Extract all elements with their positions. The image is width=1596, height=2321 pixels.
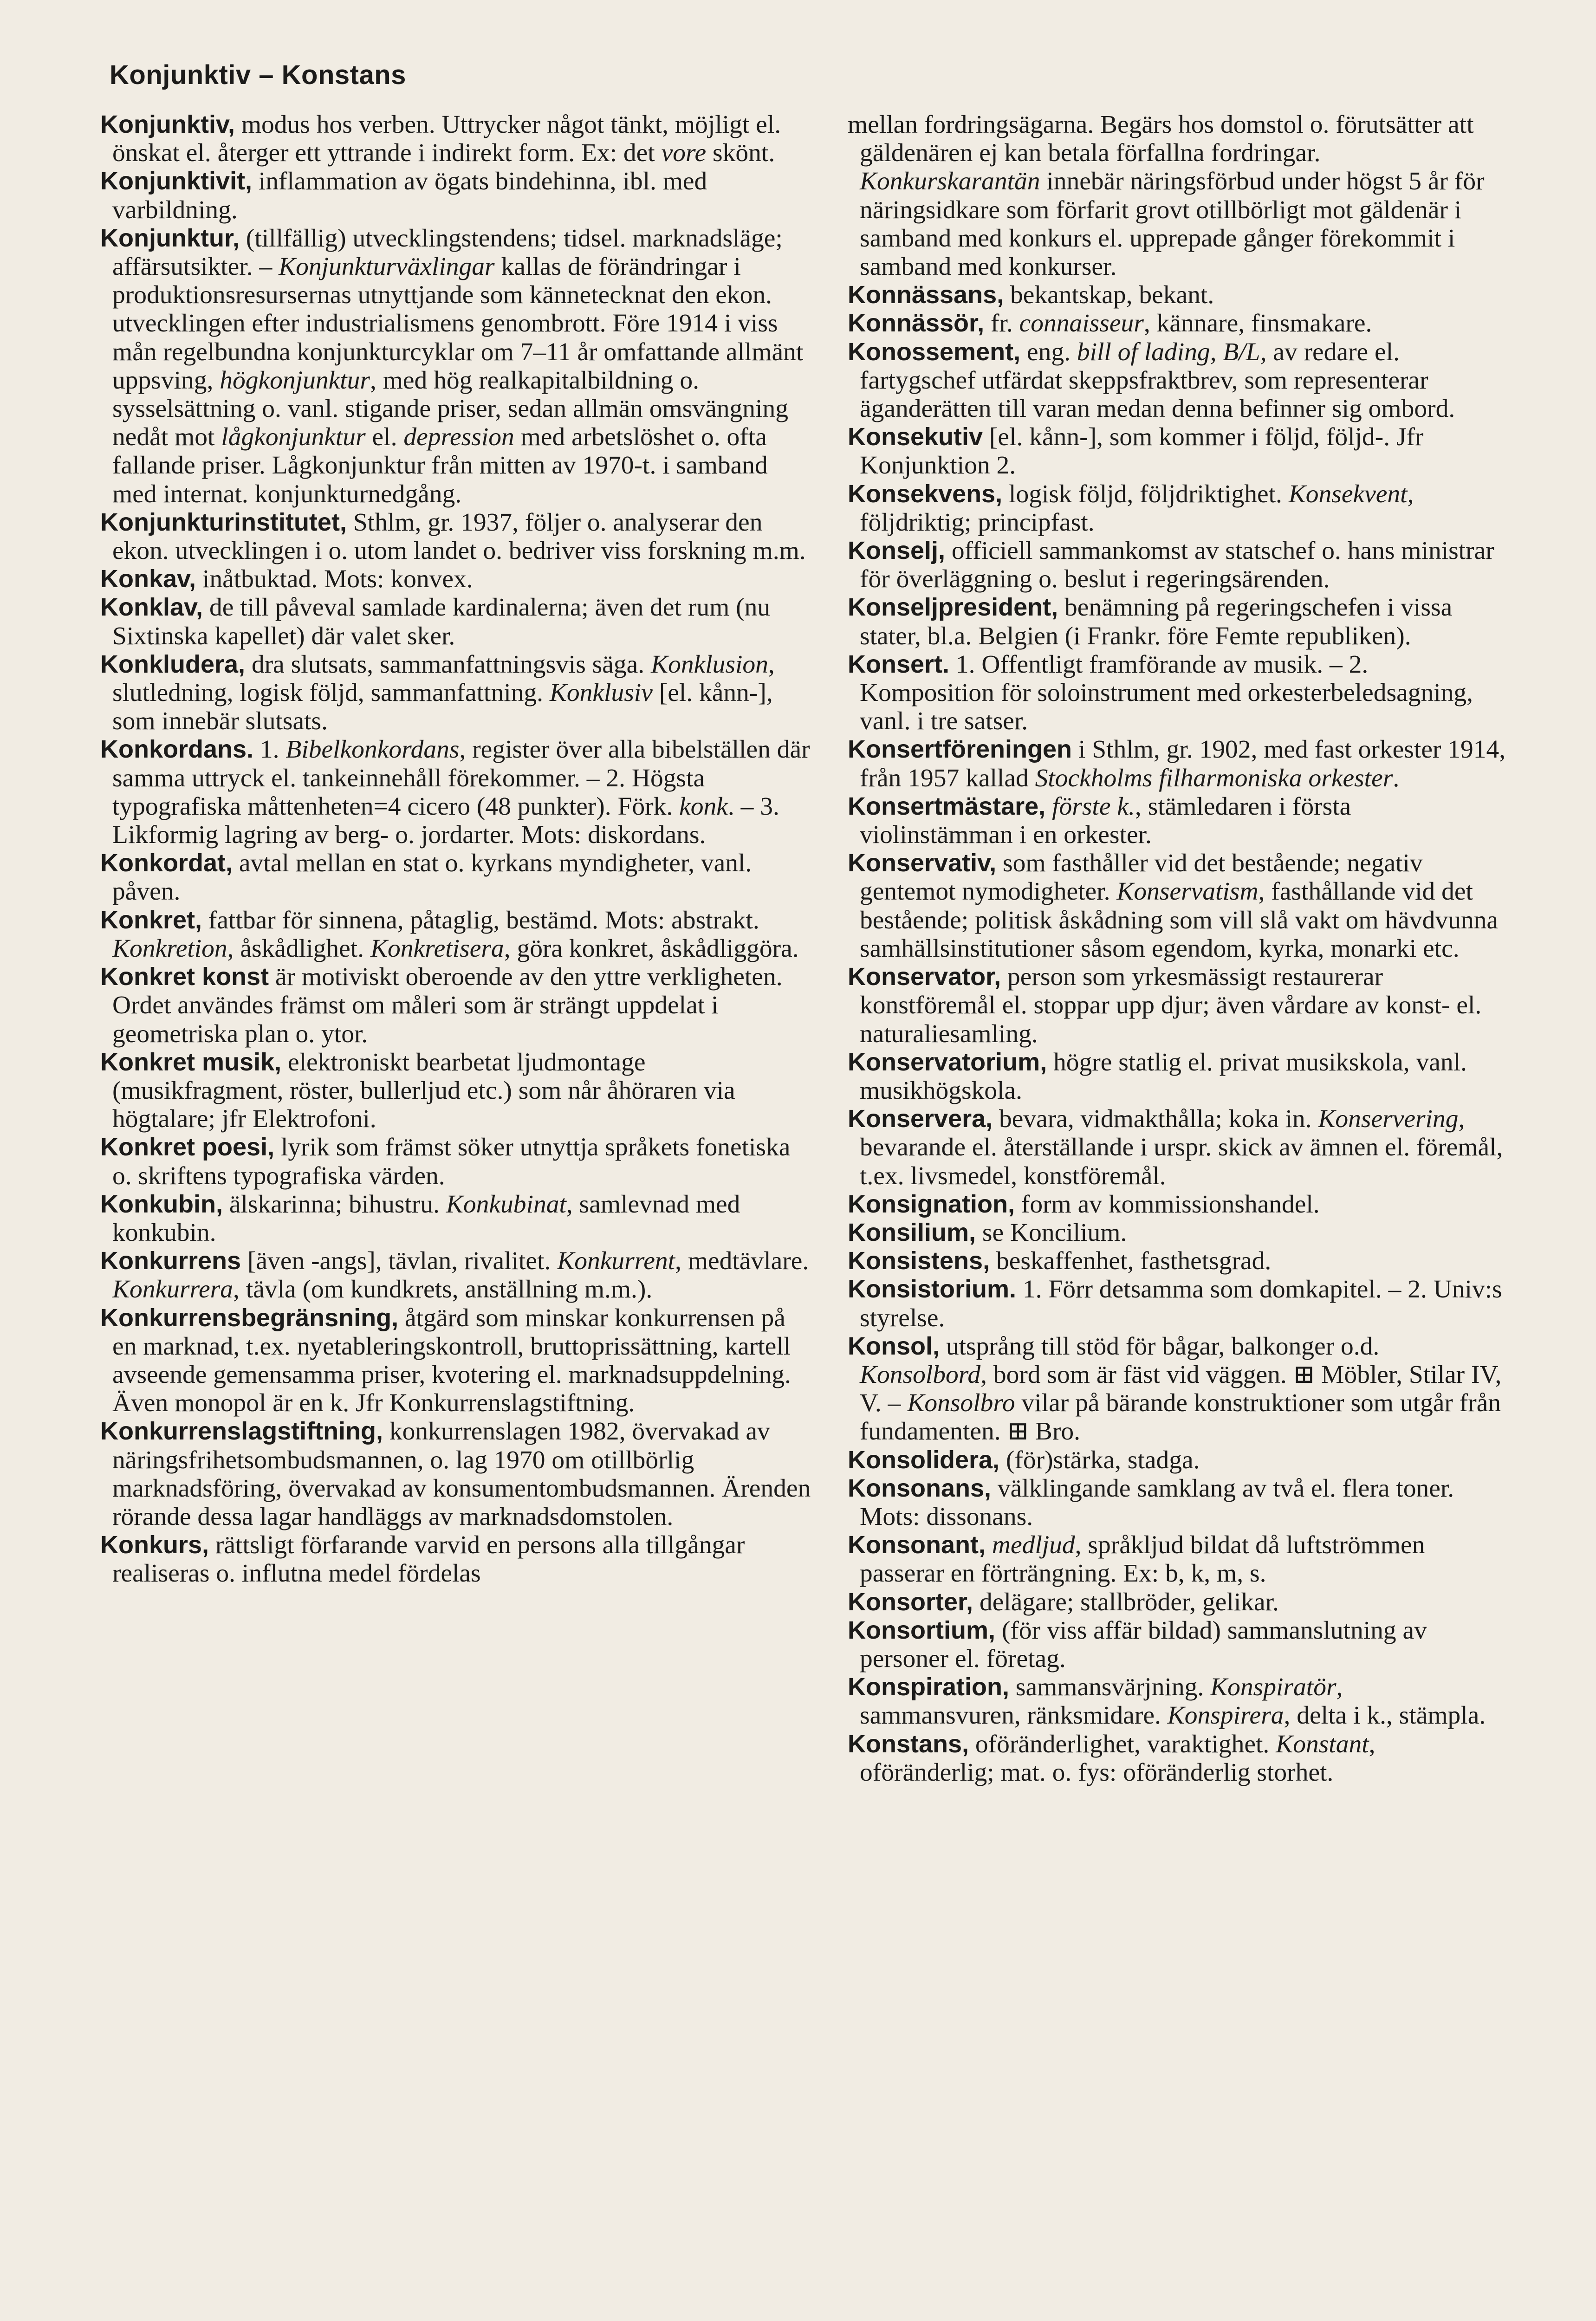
entry-text: , slutledning, logisk följd, sammanfattning.	[112, 650, 775, 707]
entry-text: form av kommissionshandel.	[1014, 1190, 1320, 1219]
entry-headword: Konsolidera,	[848, 1446, 1000, 1474]
entry-italic-term: Konkubinat	[446, 1190, 566, 1219]
entry-text: de till påveval samlade kardinalerna; även det rum (nu Sixtinska kapellet) där valet sker.	[112, 593, 771, 650]
entry-text: bevara, vidmakthålla; koka in.	[993, 1105, 1318, 1134]
entry-italic-term: Konsolbord	[860, 1360, 981, 1389]
dictionary-entry	[848, 338, 1507, 423]
entry-headword: Konkret konst	[100, 963, 269, 991]
entry-text: .	[1393, 764, 1400, 792]
entry-text: eng.	[1020, 337, 1077, 366]
entry-headword: Konkurrensbegränsning,	[100, 1303, 399, 1332]
entry-headword: Konselj,	[848, 537, 946, 565]
entry-text: (för viss affär bildad) sammanslutning av personer el. företag.	[860, 1616, 1427, 1673]
entry-text: 1. Förr detsamma som domkapitel. – 2. Univ:s styrelse.	[860, 1275, 1502, 1332]
entry-italic-term: konk	[679, 792, 728, 821]
dictionary-entry	[100, 1247, 815, 1303]
entry-headword: Konsilium,	[848, 1218, 976, 1246]
dictionary-entry	[848, 1730, 1507, 1787]
entry-text: , språkljud bildat då luftströmmen passerar en förträngning. Ex: b, k, m, s.	[860, 1531, 1425, 1588]
entry-text: inåtbuktad. Mots: konvex.	[196, 565, 473, 594]
entry-headword: Konjunkturinstitutet,	[100, 508, 347, 536]
entry-text: , göra konkret, åskådliggöra.	[504, 934, 799, 963]
entry-italic-term: vore	[661, 139, 707, 168]
entry-headword: Konsorter,	[848, 1588, 973, 1616]
entry-headword: Konossement,	[848, 337, 1021, 366]
entry-text: , sammansvuren, ränksmidare.	[860, 1673, 1343, 1730]
entry-headword: Konkurs,	[100, 1531, 209, 1559]
entry-italic-term: bill of lading, B/L	[1077, 337, 1260, 366]
entry-text: åtgärd som minskar konkurrensen på en marknad, t.ex. nyetableringskontroll, bruttoprissättning, kartell avseende gemensamma priser, kvotering el. marknadsuppdelning. Även monopol är en k. Jfr Konkurrenslagstiftning.	[112, 1303, 791, 1418]
entry-text: el.	[365, 423, 404, 452]
entry-italic-term: Stockholms filharmoniska orkester	[1035, 764, 1393, 792]
dictionary-entry	[848, 792, 1507, 849]
entry-text: dra slutsats, sammanfattningsvis säga.	[245, 650, 651, 679]
dictionary-entry	[100, 224, 815, 508]
dictionary-entry	[100, 650, 815, 736]
entry-italic-term: Konspirera	[1167, 1701, 1284, 1730]
entry-text: sammansvärjning.	[1009, 1673, 1211, 1702]
dictionary-entry	[848, 110, 1507, 281]
entry-headword: Konkordans.	[100, 735, 254, 764]
entry-text: , oföränderlig; mat. o. fys: oföränderlig storhet.	[860, 1730, 1375, 1787]
dictionary-entry	[100, 1048, 815, 1134]
entry-text: , samlevnad med konkubin.	[112, 1190, 740, 1247]
entry-text: välklingande samklang av två el. flera toner. Mots: dissonans.	[860, 1474, 1454, 1531]
entry-italic-term: lågkonjunktur	[221, 423, 366, 452]
entry-text: elektroniskt bearbetat ljudmontage (musikfragment, röster, bullerljud etc.) som når åhöraren via högtalare; jfr Elektrofoni.	[112, 1048, 735, 1134]
dictionary-entry	[848, 1105, 1507, 1190]
entry-headword: Konkubin,	[100, 1190, 223, 1218]
entry-headword: Konsekvens,	[848, 480, 1003, 508]
entry-headword: Konsortium,	[848, 1616, 995, 1644]
entry-text: som fasthåller vid det bestående; negativ gentemot nymodigheter.	[860, 849, 1423, 906]
entry-text: benämning på regeringschefen i vissa stater, bl.a. Belgien (i Frankr. före Femte republiken).	[860, 593, 1453, 650]
entry-text: konkurrenslagen 1982, övervakad av näringsfrihetsombudsmannen, o. lag 1970 om otillbörlig marknadsföring, övervakad av konsumentombudsmannen. Ärenden rörande dessa lagar handläggs av marknadsdomstolen.	[112, 1417, 811, 1531]
entry-italic-term: Konsekvent	[1288, 480, 1408, 508]
entry-headword: Konsert.	[848, 650, 950, 678]
entry-headword: Konkret,	[100, 906, 202, 934]
page-header: Konjunktiv – Konstans	[110, 60, 406, 90]
entry-text: person som yrkesmässigt restaurerar konstföremål el. stoppar upp djur; även vårdare av konst- el. naturaliesamling.	[860, 963, 1482, 1048]
entry-headword: Konsertföreningen	[848, 735, 1072, 764]
dictionary-entry	[848, 735, 1507, 792]
entry-text: mellan fordringsägarna. Begärs hos domstol o. förutsätter att gäldenären ej kan betala förfallna fordringar.	[848, 110, 1474, 168]
entry-text	[986, 1531, 992, 1559]
entry-text: , fasthållande vid det bestående; politisk åskådning som vill slå vakt om hävdvunna samhällsinstitutioner såsom egendom, kyrka, monarki etc.	[860, 877, 1498, 963]
dictionary-entry	[848, 1673, 1507, 1730]
dictionary-entry	[848, 1616, 1507, 1673]
entry-italic-term: Konkretion	[112, 934, 227, 963]
entry-headword: Konsonant,	[848, 1531, 986, 1559]
dictionary-entry	[100, 906, 815, 963]
entry-italic-term: Konservatism	[1116, 877, 1259, 906]
entry-text: Sthlm, gr. 1937, följer o. analyserar den ekon. utvecklingen i o. utom landet o. bedriver viss forskning m.m.	[112, 508, 806, 565]
dictionary-entry	[848, 1190, 1507, 1219]
entry-text: avtal mellan en stat o. kyrkans myndigheter, vanl. påven.	[112, 849, 752, 906]
entry-italic-term: Konklusion	[651, 650, 768, 679]
dictionary-entry	[848, 1275, 1507, 1332]
entry-italic-term: Konspiratör	[1210, 1673, 1336, 1702]
left-column	[100, 110, 815, 1588]
entry-text: logisk följd, följdriktighet.	[1002, 480, 1289, 508]
entry-text: beskaffenhet, fasthetsgrad.	[990, 1247, 1272, 1276]
entry-headword: Konkret poesi,	[100, 1133, 275, 1161]
entry-text: , bord som är fäst vid väggen. ⊞ Möbler, Stilar IV, V. –	[860, 1360, 1502, 1418]
dictionary-entry	[848, 1474, 1507, 1531]
dictionary-entry	[100, 963, 815, 1048]
dictionary-entry	[100, 1133, 815, 1190]
dictionary-entry	[848, 423, 1507, 480]
entry-text: 1. Offentligt framförande av musik. – 2. Komposition för soloinstrument med orkesterbeledsagning, vanl. i tre satser.	[860, 650, 1473, 736]
entry-text: högre statlig el. privat musikskola, vanl. musikhögskola.	[860, 1048, 1467, 1105]
dictionary-entry	[848, 650, 1507, 736]
dictionary-entry	[100, 593, 815, 650]
entry-italic-term: Konservering	[1318, 1105, 1459, 1134]
entry-italic-term: Konkretisera	[370, 934, 504, 963]
entry-italic-term: Konklusiv	[549, 679, 653, 707]
entry-italic-term: Konkurskarantän	[860, 167, 1040, 196]
dictionary-entry	[848, 480, 1507, 537]
entry-text: , stämledaren i första violinstämman i en orkester.	[860, 792, 1351, 849]
dictionary-entry	[848, 1247, 1507, 1275]
dictionary-entry	[848, 1446, 1507, 1474]
entry-text: , följdriktig; principfast.	[860, 480, 1414, 537]
dictionary-entry	[848, 1048, 1507, 1105]
entry-headword: Konseljpresident,	[848, 593, 1058, 622]
entry-text	[1045, 792, 1052, 821]
entry-italic-term: Konjunkturväxlingar	[279, 253, 495, 281]
entry-italic-term: Konkurrent	[557, 1247, 675, 1276]
entry-text: i Sthlm, gr. 1902, med fast orkester 1914, från 1957 kallad	[860, 735, 1506, 792]
entry-headword: Konjunktiv,	[100, 110, 235, 138]
entry-text: [el. kånn-], som kommer i följd, följd-. Jfr Konjunktion 2.	[860, 423, 1424, 480]
entry-text: fr.	[984, 309, 1019, 338]
entry-text: inflammation av ögats bindehinna, ibl. med varbildning.	[112, 167, 707, 224]
entry-headword: Konkurrenslagstiftning,	[100, 1417, 383, 1446]
entry-text: rättsligt förfarande varvid en persons alla tillgångar realiseras o. influtna medel fördelas	[112, 1531, 745, 1588]
entry-headword: Konjunktivit,	[100, 167, 252, 195]
dictionary-entry	[100, 1417, 815, 1531]
entry-text: är motiviskt oberoende av den yttre verkligheten. Ordet användes främst om måleri som är strängt uppdelat i geometriska plan o. ytor.	[112, 963, 783, 1048]
entry-italic-term: Konkurrera	[112, 1275, 234, 1304]
entry-text: utsprång till stöd för bågar, balkonger o.d.	[940, 1332, 1380, 1361]
entry-text: , kännare, finsmakare.	[1143, 309, 1372, 338]
dictionary-entry	[848, 1531, 1507, 1588]
dictionary-entry	[100, 565, 815, 593]
entry-text: 1.	[253, 735, 286, 764]
dictionary-entry	[848, 281, 1507, 309]
entry-headword: Konnässans,	[848, 281, 1004, 309]
entry-headword: Konklav,	[100, 593, 203, 622]
dictionary-entry	[848, 537, 1507, 593]
right-column	[848, 110, 1507, 1787]
entry-text: , av redare el. fartygschef utfärdat skeppsfraktbrev, som representerar äganderätten till varan medan denna befinner sig ombord.	[860, 337, 1455, 423]
entry-text: [el. kånn-], som innebär slutsats.	[112, 679, 773, 736]
entry-headword: Konservator,	[848, 963, 1001, 991]
entry-text: , delta i k., stämpla.	[1284, 1701, 1486, 1730]
entry-text: se Koncilium.	[976, 1218, 1127, 1247]
entry-text: (tillfällig) utvecklingstendens; tidsel. marknadsläge; affärsutsikter. –	[112, 224, 783, 281]
entry-text: , med hög realkapitalbildning o. sysselsättning o. vanl. stigande priser, sedan allmän omsvängning nedåt mot	[112, 366, 788, 452]
entry-text: med arbetslöshet o. ofta fallande priser. Lågkonjunktur från mitten av 1970-t. i samband med internat. konjunkturnedgång.	[112, 423, 768, 508]
entry-italic-term: medljud	[992, 1531, 1075, 1560]
entry-headword: Konservatorium,	[848, 1048, 1047, 1076]
entry-headword: Konjunktur,	[100, 224, 240, 252]
dictionary-entry	[848, 1332, 1507, 1446]
entry-text: . – 3. Likformig lagring av berg- o. jordarter. Mots: diskordans.	[112, 792, 779, 849]
entry-text: älskarinna; bihustru.	[222, 1190, 446, 1219]
dictionary-entry	[100, 735, 815, 849]
dictionary-entry	[100, 508, 815, 565]
entry-headword: Konkludera,	[100, 650, 246, 678]
entry-italic-term: Bibelkonkordans	[285, 735, 460, 764]
entry-text: skönt.	[706, 139, 775, 168]
entry-headword: Konsonans,	[848, 1474, 992, 1502]
entry-text: , bevarande el. återställande i urspr. skick av ämnen el. föremål, t.ex. livsmedel, konstföremål.	[860, 1105, 1503, 1190]
dictionary-entry	[100, 110, 815, 167]
entry-headword: Konkurrens	[100, 1247, 241, 1275]
entry-headword: Konsistorium.	[848, 1275, 1017, 1303]
dictionary-entry	[100, 849, 815, 906]
dictionary-entry	[848, 1588, 1507, 1616]
entry-text: fattbar för sinnena, påtaglig, bestämd. Mots: abstrakt.	[202, 906, 759, 934]
entry-headword: Konsertmästare,	[848, 792, 1046, 820]
entry-headword: Konsol,	[848, 1332, 940, 1360]
entry-headword: Konservativ,	[848, 849, 997, 877]
entry-headword: Konsignation,	[848, 1190, 1015, 1218]
entry-text: officiell sammankomst av statschef o. hans ministrar för överläggning o. beslut i regeringsärenden.	[860, 537, 1494, 594]
dictionary-entry	[100, 167, 815, 224]
entry-text: kallas de förändringar i produktionsresursernas utnyttjande som kännetecknat den ekon. utvecklingen efter industrialismens genombrott. Före 1914 i viss mån regelbundna konjunkturcyklar om 7–11 år omfattande allmänt uppsving,	[112, 253, 804, 395]
entry-italic-term: Konstant	[1276, 1730, 1369, 1758]
entry-text: , tävla (om kundkrets, anställning m.m.).	[233, 1275, 653, 1304]
dictionary-entry	[100, 1304, 815, 1418]
entry-italic-term: depression	[403, 423, 514, 452]
entry-headword: Konsekutiv	[848, 423, 983, 451]
entry-italic-term: Konsolbro	[907, 1389, 1015, 1418]
entry-text: oföränderlighet, varaktighet.	[969, 1730, 1276, 1758]
dictionary-entry	[100, 1190, 815, 1247]
entry-text: innebär näringsförbud under högst 5 år för näringsidkare som förfarit grovt otillbörligt mot gäldenär i samband med konkurs el. upprepade gånger förekommit i samband med konkurser.	[860, 167, 1485, 281]
entry-headword: Konkret musik,	[100, 1048, 282, 1076]
entry-text: lyrik som främst söker utnyttja språkets fonetiska o. skriftens typografiska värden.	[112, 1133, 791, 1190]
entry-text: [även -angs], tävlan, rivalitet.	[241, 1247, 558, 1276]
entry-italic-term: förste k.	[1052, 792, 1135, 821]
entry-headword: Konkav,	[100, 565, 196, 593]
entry-italic-term: högkonjunktur	[220, 366, 370, 395]
entry-headword: Konstans,	[848, 1730, 969, 1758]
entry-text: delägare; stallbröder, gelikar.	[973, 1588, 1279, 1616]
dictionary-entry	[848, 593, 1507, 650]
entry-text: vilar på bärande konstruktioner som utgår från fundamenten. ⊞ Bro.	[860, 1389, 1501, 1446]
entry-text: modus hos verben. Uttrycker något tänkt, möjligt el. önskat el. återger ett yttrande i indirekt form. Ex: det	[112, 110, 781, 168]
entry-text: , åskådlighet.	[227, 934, 370, 963]
entry-headword: Konsistens,	[848, 1247, 990, 1275]
entry-headword: Konnässör,	[848, 309, 985, 337]
dictionary-entry	[848, 849, 1507, 963]
entry-text: , medtävlare.	[675, 1247, 809, 1276]
entry-text: , register över alla bibelställen där samma uttryck el. tankeinnehåll förekommer. – 2. Högsta typografiska måttenheten=4 cicero (48 punkter). Förk.	[112, 735, 810, 821]
entry-text: (för)stärka, stadga.	[999, 1446, 1200, 1474]
entry-headword: Konservera,	[848, 1105, 993, 1133]
entry-text: bekantskap, bekant.	[1004, 281, 1214, 310]
dictionary-entry	[100, 1531, 815, 1588]
entry-italic-term: connaisseur	[1019, 309, 1144, 338]
dictionary-entry	[848, 963, 1507, 1048]
dictionary-entry	[848, 309, 1507, 337]
dictionary-entry	[848, 1219, 1507, 1247]
entry-headword: Konkordat,	[100, 849, 233, 877]
entry-headword: Konspiration,	[848, 1673, 1009, 1701]
